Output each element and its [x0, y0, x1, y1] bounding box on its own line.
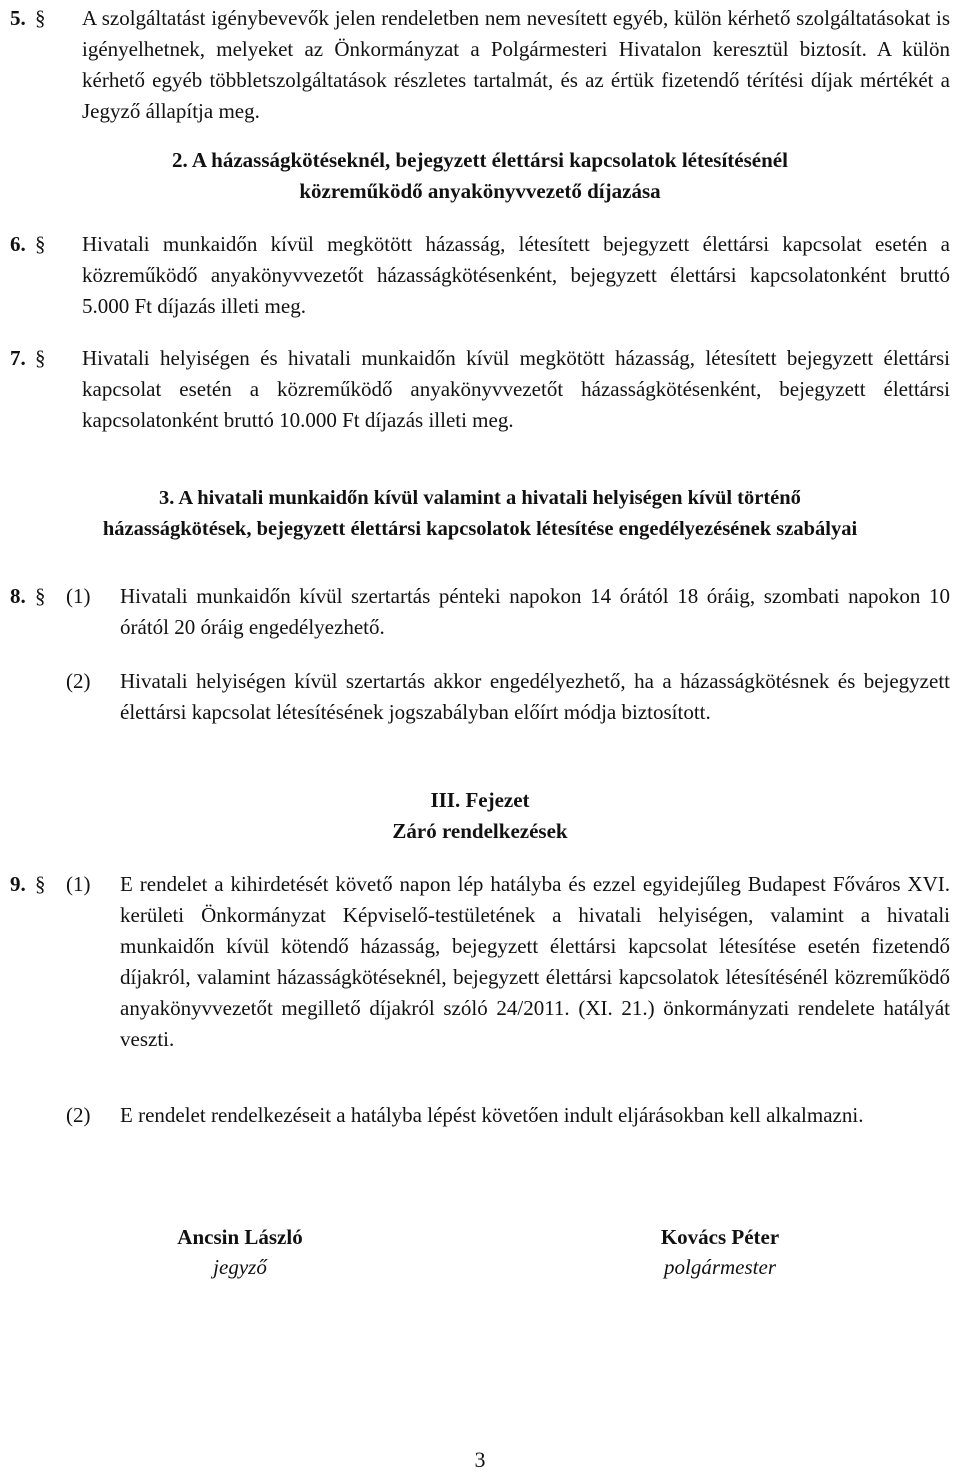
subsection-number: (2): [66, 669, 91, 693]
signature-left: [140, 1222, 340, 1282]
subsection-number: (1): [66, 872, 91, 896]
heading-line-1: 2. A házasságkötéseknél, bejegyzett élettársi kapcsolatok létesítésénél: [172, 148, 788, 172]
section-sign: §: [35, 6, 46, 30]
signature-right: [620, 1222, 820, 1282]
subsection-text: E rendelet a kihirdetését követő napon lép hatályba és ezzel egyidejűleg Budapest Főváros XVI. kerületi Önkormányzat Képviselő-testületének a hivatali helyiségen, valamint a hivatali munkaidőn kívül kötendő házasság, bejegyzett élettársi kapcsolat létesítése esetén fizetendő díjakról, valamint házasságkötéseknél, bejegyzett élettársi kapcsolatok létesítésénél közreműködő anyakönyvvezetőt megillető díjakról szóló 24/2011. (XI. 21.) önkormányzati rendelete hatályát veszti.: [120, 872, 950, 1051]
signatory-role: polgármester: [664, 1255, 776, 1279]
heading-line-1: 3. A hivatali munkaidőn kívül valamint a hivatali helyiségen kívül történő: [159, 487, 801, 509]
subsection-text: Hivatali munkaidőn kívül szertartás pénteki napokon 14 órától 18 óráig, szombati napokon 10 órától 20 óráig engedélyezhető.: [120, 584, 950, 639]
section-number: 6.: [10, 232, 26, 256]
section-sign: §: [35, 232, 46, 256]
section-number: 7.: [10, 346, 26, 370]
heading-line-2: közreműködő anyakönyvvezető díjazása: [299, 179, 661, 203]
section-text: Hivatali helyiségen és hivatali munkaidőn kívül megkötött házasság, létesített bejegyzett élettársi kapcsolat esetén a közreműködő anyakönyvvezetőt házasságkötésenként, bejegyzett élettársi kapcsolatonként bruttó 10.000 Ft díjazás illeti meg.: [82, 346, 950, 432]
subsection-text: Hivatali helyiségen kívül szertartás akkor engedélyezhető, ha a házasságkötésnek és bejegyzett élettársi kapcsolat létesítésének jogszabályban előírt módja biztosított.: [120, 669, 950, 724]
chapter-subtitle: Záró rendelkezések: [392, 819, 568, 843]
section-number: 9.: [10, 872, 26, 896]
signatory-name: Ancsin László: [177, 1225, 303, 1249]
heading-2: [0, 145, 960, 207]
section-number: 8.: [10, 584, 26, 608]
page-number: 3: [474, 1447, 486, 1472]
section-sign: §: [35, 584, 46, 608]
signatory-role: jegyző: [213, 1255, 267, 1279]
signatory-name: Kovács Péter: [660, 1225, 780, 1249]
section-sign: §: [35, 346, 46, 370]
chapter-heading: [0, 785, 960, 847]
chapter-title: III. Fejezet: [430, 788, 530, 812]
subsection-number: (2): [66, 1103, 91, 1127]
heading-3: [0, 483, 960, 545]
heading-line-2: házasságkötések, bejegyzett élettársi kapcsolatok létesítése engedélyezésének szabályai: [102, 518, 858, 540]
subsection-number: (1): [66, 584, 91, 608]
section-number: 5.: [10, 6, 26, 30]
subsection-text: E rendelet rendelkezéseit a hatályba lépést követően indult eljárásokban kell alkalmazni.: [120, 1103, 864, 1127]
section-sign: §: [35, 872, 46, 896]
section-text: Hivatali munkaidőn kívül megkötött házasság, létesített bejegyzett élettársi kapcsolat esetén a közreműködő anyakönyvvezetőt házasságkötésenként, bejegyzett élettársi kapcsolatonként bruttó 5.000 Ft díjazás illeti meg.: [82, 232, 950, 318]
section-text: A szolgáltatást igénybevevők jelen rendeletben nem nevesített egyéb, külön kérhető szolgáltatásokat is igényelhetnek, melyeket az Önkormányzat a Polgármesteri Hivatalon keresztül biztosít. A külön kérhető egyéb többletszolgáltatások részletes tartalmát, és az értük fizetendő térítési díjak mértékét a Jegyző állapítja meg.: [82, 6, 950, 123]
